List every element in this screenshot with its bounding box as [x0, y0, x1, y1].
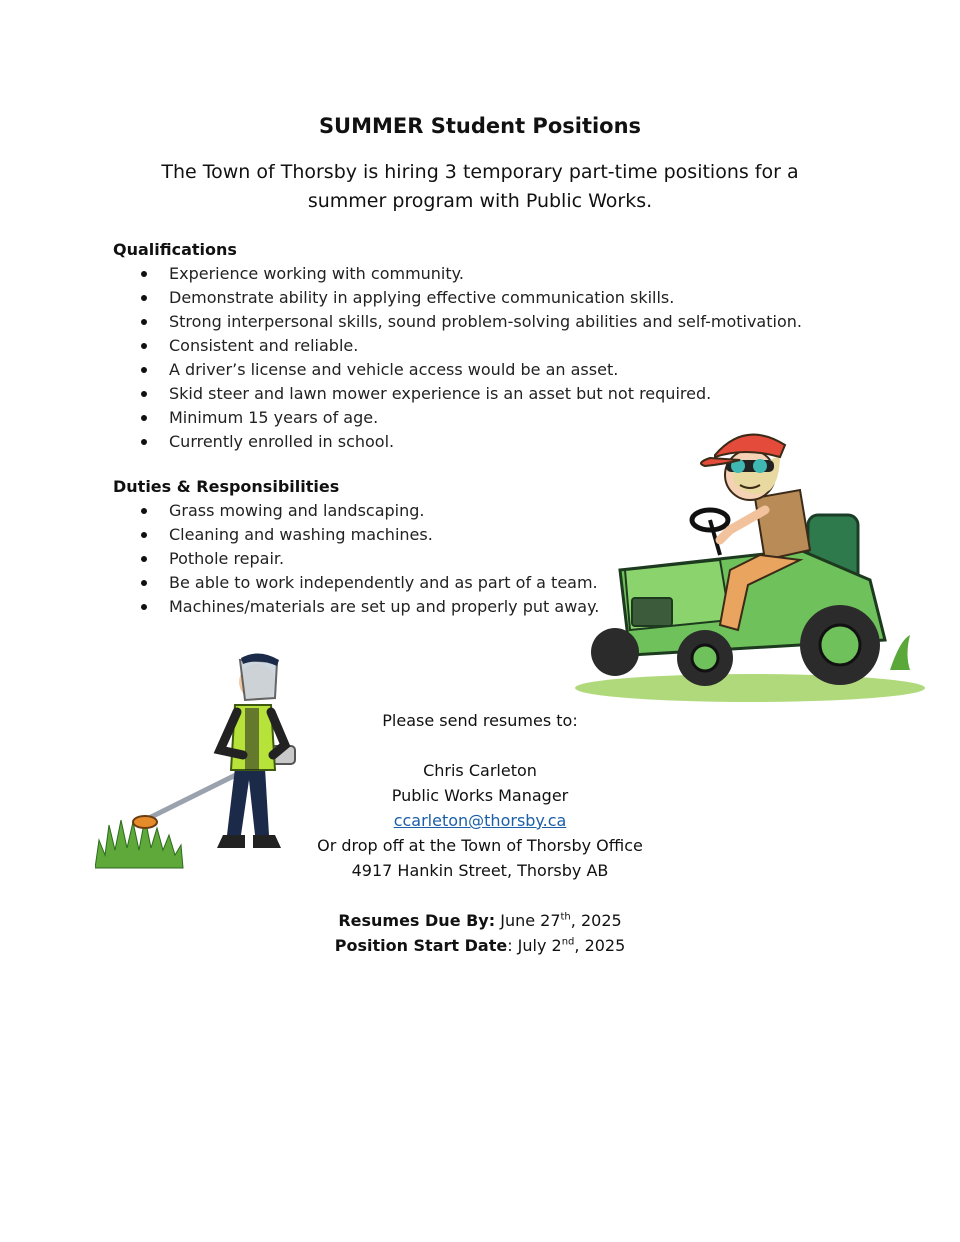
bullet-icon — [141, 508, 147, 514]
list-item: Pothole repair. — [113, 547, 599, 571]
list-item: Minimum 15 years of age. — [113, 406, 802, 430]
due-label: Resumes Due By: — [338, 911, 496, 930]
bullet-icon — [141, 391, 147, 397]
bullet-icon — [141, 580, 147, 586]
due-year: , 2025 — [570, 911, 622, 930]
list-item: Consistent and reliable. — [113, 334, 802, 358]
bullet-icon — [141, 271, 147, 277]
trimmer-worker-illustration — [95, 650, 310, 875]
page-title: SUMMER Student Positions — [318, 114, 642, 138]
riding-mower-illustration — [570, 420, 930, 710]
office-address: 4917 Hankin Street, Thorsby AB — [351, 861, 609, 880]
start-label: Position Start Date — [334, 936, 508, 955]
start-year: , 2025 — [574, 936, 626, 955]
start-day: : July 2 — [507, 936, 562, 955]
duties-list — [113, 499, 599, 619]
duties-heading: Duties & Responsibilities — [113, 477, 340, 496]
list-item: Experience working with community. — [113, 262, 802, 286]
list-item: Demonstrate ability in applying effective communication skills. — [113, 286, 802, 310]
list-item: Skid steer and lawn mower experience is an asset but not required. — [113, 382, 802, 406]
list-item: Machines/materials are set up and properly put away. — [113, 595, 599, 619]
list-item: Be able to work independently and as part of a team. — [113, 571, 599, 595]
dropoff-text: Or drop off at the Town of Thorsby Office — [317, 836, 643, 855]
contact-role: Public Works Manager — [391, 786, 569, 805]
contact-block — [300, 708, 660, 958]
list-item: A driver’s license and vehicle access would be an asset. — [113, 358, 802, 382]
list-item: Cleaning and washing machines. — [113, 523, 599, 547]
list-item: Grass mowing and landscaping. — [113, 499, 599, 523]
contact-email-link[interactable]: ccarleton@thorsby.ca — [393, 811, 567, 830]
bullet-icon — [141, 415, 147, 421]
due-suffix: th — [560, 911, 571, 923]
bullet-icon — [141, 295, 147, 301]
bullet-icon — [141, 556, 147, 562]
intro-text: The Town of Thorsby is hiring 3 temporary part-time positions for a summer program with Public Works. — [161, 161, 799, 212]
contact-name: Chris Carleton — [423, 761, 537, 780]
due-day: June 27 — [495, 911, 561, 930]
bullet-icon — [141, 439, 147, 445]
bullet-icon — [141, 367, 147, 373]
list-item: Strong interpersonal skills, sound problem-solving abilities and self-motivation. — [113, 310, 802, 334]
bullet-icon — [141, 604, 147, 610]
contact-intro: Please send resumes to: — [382, 711, 578, 730]
list-item: Currently enrolled in school. — [113, 430, 802, 454]
qualifications-heading: Qualifications — [113, 240, 237, 259]
bullet-icon — [141, 343, 147, 349]
bullet-icon — [141, 319, 147, 325]
bullet-icon — [141, 532, 147, 538]
start-date-line — [300, 933, 660, 958]
resumes-due-line — [300, 908, 660, 933]
start-suffix: nd — [561, 936, 575, 948]
